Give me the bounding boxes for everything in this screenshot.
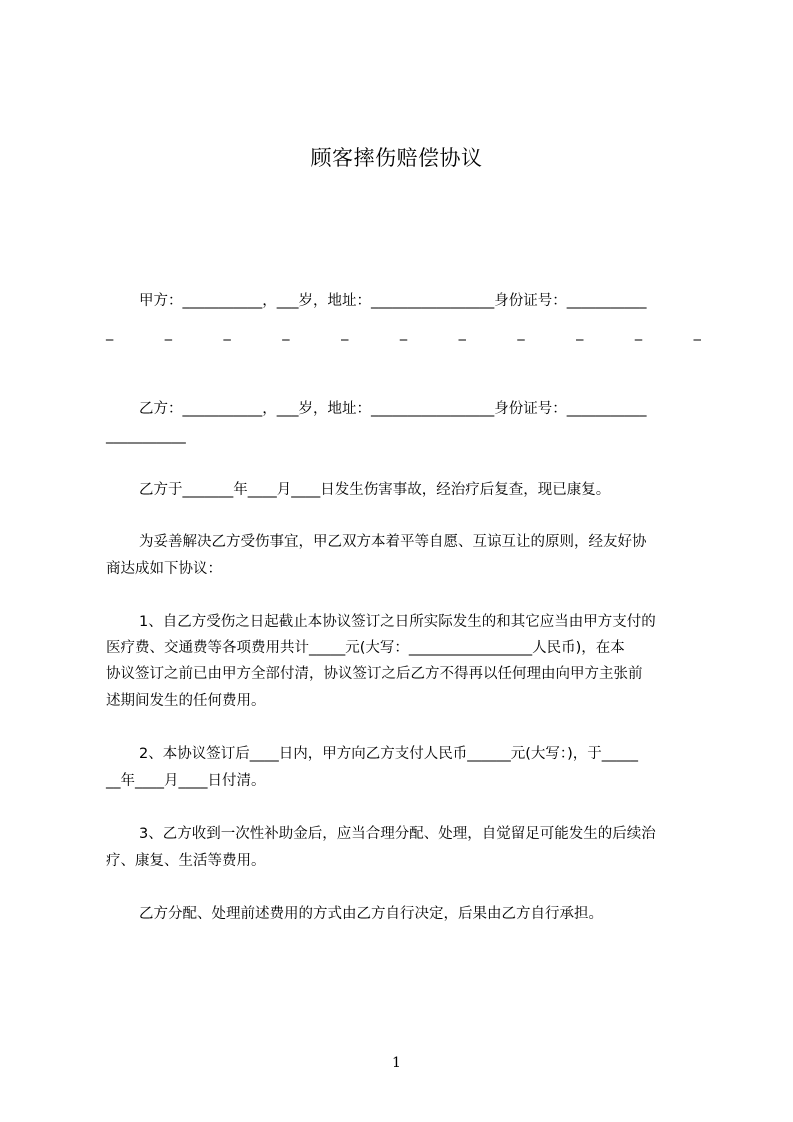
purpose-paragraph-line-2: 商达成如下协议： — [106, 561, 222, 577]
dash-mark: _ — [458, 325, 466, 341]
dash-mark: _ — [341, 325, 349, 341]
party-b-line-continued: ___________ — [106, 428, 186, 444]
dash-mark: _ — [693, 325, 701, 341]
dash-mark: _ — [282, 325, 290, 341]
dash-mark: _ — [164, 325, 173, 341]
clause-1-line-4: 述期间发生的任何费用。 — [106, 693, 266, 709]
party-a-dash-row — [106, 323, 701, 343]
closing-paragraph: 乙方分配、处理前述费用的方式由乙方自行决定，后果由乙方自行承担。 — [139, 906, 603, 922]
party-b-line: 乙方：___________，___岁，地址：_________________身份证号：___________ — [139, 401, 647, 417]
clause-2-line-2: __年____月____日付清。 — [106, 773, 266, 789]
purpose-paragraph-line-1: 为妥善解决乙方受伤事宜，甲乙双方本着平等自愿、互谅互让的原则，经友好协 — [139, 534, 647, 550]
injury-date-paragraph: 乙方于_______年____月____日发生伤害事故，经治疗后复查，现已康复。 — [139, 482, 611, 498]
clause-1-line-1: 1、自乙方受伤之日起截止本协议签订之日所实际发生的和其它应当由甲方支付的 — [139, 614, 656, 630]
dash-mark: _ — [517, 325, 525, 341]
clause-2-line-1: 2、本协议签订后____日内，甲方向乙方支付人民币______元(大写：)，于_____ — [139, 746, 639, 762]
dash-mark: _ — [223, 325, 231, 341]
dash-mark: _ — [399, 325, 408, 341]
clause-3-line-1: 3、乙方收到一次性补助金后，应当合理分配、处理，自觉留足可能发生的后续治 — [139, 826, 656, 842]
dash-mark: _ — [634, 325, 643, 341]
clause-1-line-2: 医疗费、交通费等各项费用共计_____元(大写：_________________人民币)，在本 — [106, 640, 625, 656]
dash-mark: _ — [576, 325, 584, 341]
clause-1-line-3: 协议签订之前已由甲方全部付清，协议签订之后乙方不得再以任何理由向甲方主张前 — [106, 666, 643, 682]
page-number: 1 — [392, 1055, 401, 1071]
clause-3-line-2: 疗、康复、生活等费用。 — [106, 853, 266, 869]
dash-mark: _ — [106, 325, 114, 341]
party-a-line: 甲方：___________，___岁，地址：_________________身份证号：___________ — [139, 293, 647, 309]
document-title: 顾客摔伤赔偿协议 — [310, 146, 483, 170]
